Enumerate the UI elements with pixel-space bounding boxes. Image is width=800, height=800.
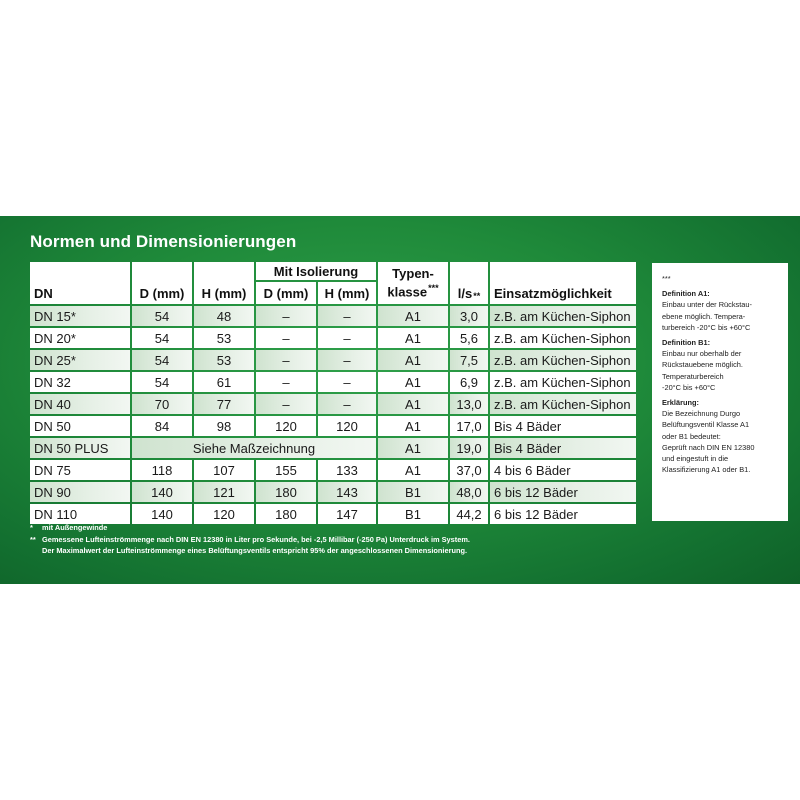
note-b1-line: Rückstauebene möglich. bbox=[662, 360, 743, 370]
table-cell-h: 53 bbox=[194, 350, 254, 370]
note-b1-line: Temperaturbereich bbox=[662, 371, 724, 381]
col-header-klasse-sup: *** bbox=[428, 283, 439, 294]
note-expl-line: oder B1 bedeutet: bbox=[662, 431, 721, 441]
table-cell-einsatz: z.B. am Küchen-Siphon bbox=[490, 328, 636, 348]
note-stars: *** bbox=[662, 274, 671, 283]
table-cell-d: 54 bbox=[132, 306, 192, 326]
table-cell-iso_d: – bbox=[256, 328, 316, 348]
table-cell-ls: 48,0 bbox=[450, 482, 488, 502]
note-b1-line: Einbau nur oberhalb der bbox=[662, 349, 742, 359]
table-cell-iso_h: – bbox=[318, 394, 376, 414]
col-header-d: D (mm) bbox=[132, 262, 192, 304]
footnote-text: mit Außengewinde bbox=[42, 523, 108, 532]
table-cell-einsatz: Bis 4 Bäder bbox=[490, 438, 636, 458]
col-header-klasse-line2 bbox=[387, 281, 438, 299]
table-cell-klasse: A1 bbox=[378, 394, 448, 414]
col-header-iso-d: D (mm) bbox=[256, 282, 316, 304]
table-cell-iso_h: – bbox=[318, 350, 376, 370]
note-b1-line: -20°C bis +60°C bbox=[662, 382, 716, 392]
table-cell-dn: DN 75 bbox=[30, 460, 130, 480]
table-cell-iso_h: 147 bbox=[318, 504, 376, 524]
table-cell-einsatz: z.B. am Küchen-Siphon bbox=[490, 306, 636, 326]
col-header-klasse bbox=[378, 262, 448, 304]
table-cell-dn: DN 32 bbox=[30, 372, 130, 392]
table-cell-iso_d: 120 bbox=[256, 416, 316, 436]
table-cell-dn: DN 50 bbox=[30, 416, 130, 436]
col-header-h: H (mm) bbox=[194, 262, 254, 304]
table-cell-iso_d: – bbox=[256, 306, 316, 326]
col-header-ls-sup: ** bbox=[473, 291, 481, 301]
table-cell-dn: DN 15* bbox=[30, 306, 130, 326]
note-expl-line: Klassifizierung A1 oder B1. bbox=[662, 465, 751, 475]
table-cell-ls: 13,0 bbox=[450, 394, 488, 414]
table-cell-klasse: A1 bbox=[378, 460, 448, 480]
note-a1-line: ebene möglich. Tempera- bbox=[662, 311, 746, 321]
table-cell-d: 140 bbox=[132, 482, 192, 502]
note-expl-line: Die Bezeichnung Durgo bbox=[662, 409, 741, 419]
table-cell-einsatz: z.B. am Küchen-Siphon bbox=[490, 394, 636, 414]
table-cell-d: 54 bbox=[132, 328, 192, 348]
table-cell-dn: DN 40 bbox=[30, 394, 130, 414]
footnote-3 bbox=[30, 545, 470, 557]
table-cell-einsatz: Bis 4 Bäder bbox=[490, 416, 636, 436]
footnote-text: Der Maximalwert der Lufteinströmmenge eines Belüftungsventils entspricht 95% der angeschlossenen Dimensionierung. bbox=[42, 546, 468, 555]
footnotes bbox=[30, 522, 470, 557]
table-cell-d: 140 bbox=[132, 504, 192, 524]
col-header-ls bbox=[450, 262, 488, 304]
section-title: Normen und Dimensionierungen bbox=[30, 232, 297, 251]
table-cell-h: 121 bbox=[194, 482, 254, 502]
table-cell-d: 70 bbox=[132, 394, 192, 414]
table-cell-iso_d: 155 bbox=[256, 460, 316, 480]
footnote-text: Gemessene Lufteinströmmenge nach DIN EN 12380 in Liter pro Sekunde, bei -2,5 Millibar (-250 Pa) Unterdruck im System. bbox=[42, 534, 470, 544]
definitions-box bbox=[652, 263, 788, 521]
table-cell-einsatz: 6 bis 12 Bäder bbox=[490, 504, 636, 524]
table-cell-d: 84 bbox=[132, 416, 192, 436]
table-cell-klasse: A1 bbox=[378, 306, 448, 326]
table-cell-klasse: B1 bbox=[378, 482, 448, 502]
table-cell-ls: 37,0 bbox=[450, 460, 488, 480]
footnote-2 bbox=[30, 534, 470, 546]
table-cell-ls: 5,6 bbox=[450, 328, 488, 348]
table-cell-klasse: B1 bbox=[378, 504, 448, 524]
footnote-marker: ** bbox=[30, 534, 36, 544]
note-a1-line: Einbau unter der Rückstau- bbox=[662, 300, 752, 310]
col-header-isolation: Mit Isolierung bbox=[256, 262, 376, 280]
table-cell-einsatz: 4 bis 6 Bäder bbox=[490, 460, 636, 480]
table-cell-iso_h: 133 bbox=[318, 460, 376, 480]
table-cell-klasse: A1 bbox=[378, 328, 448, 348]
note-a1-line: turbereich -20°C bis +60°C bbox=[662, 322, 751, 332]
table-cell-iso_h: – bbox=[318, 372, 376, 392]
table-cell-dn: DN 50 PLUS bbox=[30, 438, 130, 458]
table-cell-ls: 19,0 bbox=[450, 438, 488, 458]
table-cell-h: 48 bbox=[194, 306, 254, 326]
table-cell-klasse: A1 bbox=[378, 438, 448, 458]
table-cell-iso_d: 180 bbox=[256, 482, 316, 502]
table-cell-span: Siehe Maßzeichnung bbox=[132, 438, 376, 458]
table-cell-iso_d: – bbox=[256, 372, 316, 392]
note-expl-title: Erklärung: bbox=[662, 398, 699, 408]
col-header-klasse-line1: Typen- bbox=[392, 266, 434, 282]
table-cell-h: 53 bbox=[194, 328, 254, 348]
table-cell-einsatz: z.B. am Küchen-Siphon bbox=[490, 372, 636, 392]
note-expl-line: und eingestuft in die bbox=[662, 454, 729, 464]
table-cell-dn: DN 25* bbox=[30, 350, 130, 370]
col-header-iso-h: H (mm) bbox=[318, 282, 376, 304]
table-cell-iso_h: – bbox=[318, 306, 376, 326]
col-header-einsatz: Einsatzmöglichkeit bbox=[490, 262, 636, 304]
table-cell-h: 61 bbox=[194, 372, 254, 392]
table-cell-ls: 6,9 bbox=[450, 372, 488, 392]
table-cell-ls: 44,2 bbox=[450, 504, 488, 524]
table-cell-h: 98 bbox=[194, 416, 254, 436]
table-cell-iso_d: 180 bbox=[256, 504, 316, 524]
col-header-dn: DN bbox=[30, 262, 130, 304]
table-cell-ls: 3,0 bbox=[450, 306, 488, 326]
table-cell-ls: 7,5 bbox=[450, 350, 488, 370]
table-cell-iso_h: 120 bbox=[318, 416, 376, 436]
table-cell-h: 107 bbox=[194, 460, 254, 480]
table-cell-iso_d: – bbox=[256, 350, 316, 370]
note-expl-line: Belüftungsventil Klasse A1 bbox=[662, 420, 750, 430]
table-cell-ls: 17,0 bbox=[450, 416, 488, 436]
footnote-marker: * bbox=[30, 523, 33, 532]
table-cell-dn: DN 90 bbox=[30, 482, 130, 502]
note-a1-title: Definition A1: bbox=[662, 289, 710, 299]
table-cell-dn: DN 110 bbox=[30, 504, 130, 524]
table-cell-d: 54 bbox=[132, 350, 192, 370]
table-cell-klasse: A1 bbox=[378, 416, 448, 436]
table-cell-einsatz: 6 bis 12 Bäder bbox=[490, 482, 636, 502]
table-cell-d: 118 bbox=[132, 460, 192, 480]
col-header-klasse-text: klasse bbox=[387, 284, 428, 300]
table-cell-dn: DN 20* bbox=[30, 328, 130, 348]
table-cell-d: 54 bbox=[132, 372, 192, 392]
table-cell-iso_h: 143 bbox=[318, 482, 376, 502]
note-expl-line: Geprüft nach DIN EN 12380 bbox=[662, 442, 755, 452]
table-cell-h: 120 bbox=[194, 504, 254, 524]
note-b1-title: Definition B1: bbox=[662, 338, 711, 348]
table-cell-einsatz: z.B. am Küchen-Siphon bbox=[490, 350, 636, 370]
table-cell-h: 77 bbox=[194, 394, 254, 414]
col-header-ls-text: l/s bbox=[457, 286, 473, 301]
table-cell-iso_h: – bbox=[318, 328, 376, 348]
table-cell-klasse: A1 bbox=[378, 372, 448, 392]
table-cell-klasse: A1 bbox=[378, 350, 448, 370]
table-cell-iso_d: – bbox=[256, 394, 316, 414]
footnote-1 bbox=[30, 522, 470, 534]
